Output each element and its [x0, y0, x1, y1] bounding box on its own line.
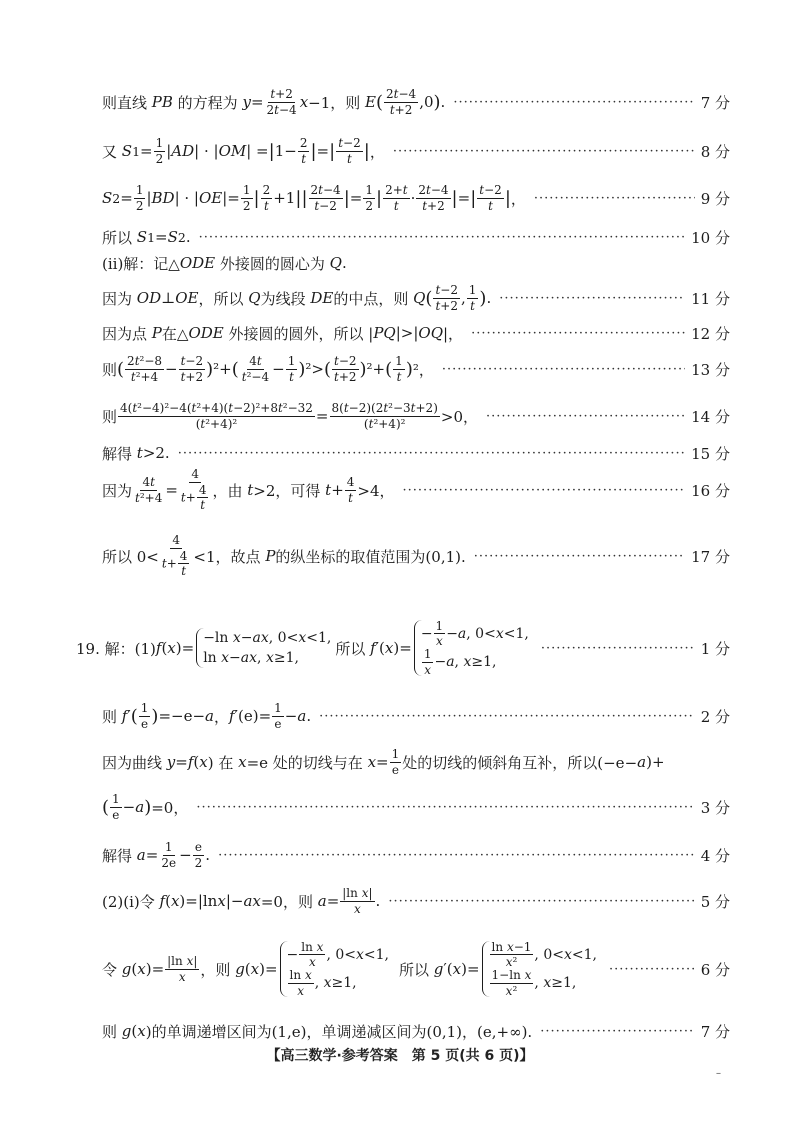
line-math: 19. 解：(1) f ( x )= −ln x−ax, 0<x<1, ln x−ax, x≥1, 所以 f ′( x )= − $\frac{1}{x}$ −a, 0<x<1, $\frac{1}{x}$ −a, x≥1, — [76, 618, 529, 677]
score-label: 14 分 — [691, 407, 730, 426]
solution-line — [102, 935, 730, 1003]
score-label: 11 分 — [691, 289, 730, 308]
line-math: 又 S 1 = 1 2 | AD | · | OM | = | 1− 2 t | = | t−2 t | ， — [102, 135, 385, 166]
solution-line — [102, 787, 730, 827]
solution-line — [102, 243, 730, 283]
score-label: 16 分 — [691, 481, 730, 500]
score-label: 12 分 — [691, 324, 730, 343]
corner-mark: – — [716, 1068, 721, 1079]
score-label: 15 分 — [691, 444, 730, 463]
line-math: 所以 0< 4 t+ $\frac{4}{t}$ <1，故点 P 的纵坐标的取值范围为(0,1). — [102, 533, 466, 579]
line-math: (2)(ⅰ)令 f ( x )=|ln x |− ax =0，则 a = |ln x| x . — [102, 885, 381, 916]
score-label: 13 分 — [691, 360, 730, 379]
score-label: 7 分 — [700, 93, 730, 112]
score-label: 5 分 — [700, 892, 730, 911]
solution-line — [102, 467, 730, 513]
line-math: (ⅱ)解：记△ ODE 外接圆的圆心为 Q . — [102, 254, 347, 273]
line-math: ( 1 e − a ) =0， — [102, 791, 189, 822]
solution-line — [102, 835, 730, 875]
line-math: 则 ( 2t²−8 t²+4 − t−2 t+2 ) ²+ ( 4t t²−4 − 1 t ) ²> ( t−2 t+2 ) ²+ ( 1 t ) ²， — [102, 353, 434, 384]
line-math: 因为曲线 y = f ( x ) 在 x =e 处的切线与在 x = 1 e 处的切线的倾斜角互补，所以(−e− a )+ — [102, 746, 665, 777]
score-label: 17 分 — [691, 547, 730, 566]
solution-line — [102, 742, 730, 782]
line-math: 则 f ′ ( 1 e ) =−e− a ， f ′(e)= 1 e − a . — [102, 700, 312, 731]
line-math: 所以 S 1 = S 2 . — [102, 228, 191, 247]
line-math: 则 4(t²−4)²−4(t²+4)(t−2)²+8t²−32 (t²+4)² = 8(t−2)(2t²−3t+2) (t²+4)² >0， — [102, 400, 478, 431]
score-label: 6 分 — [700, 960, 730, 979]
line-math: 因为 4t t²+4 = 4 t+ $\frac{4}{t}$ ，由 t >2，可得 t + 4 t >4， — [102, 467, 395, 513]
line-math: 因为点 P 在△ ODE 外接圆的圆外，所以 | PQ |>| OQ |， — [102, 324, 464, 343]
solution-line — [102, 881, 730, 921]
solution-line — [76, 620, 730, 676]
score-label: 9 分 — [700, 189, 730, 208]
score-label: 7 分 — [700, 1022, 730, 1041]
solution-line — [102, 313, 730, 353]
score-label: 2 分 — [700, 707, 730, 726]
solution-line — [102, 349, 730, 389]
solution-line — [102, 696, 730, 736]
solution-line — [102, 278, 730, 318]
score-label: 8 分 — [700, 142, 730, 161]
score-label: 3 分 — [700, 798, 730, 817]
line-math: 解得 t >2. — [102, 444, 170, 463]
score-label: 1 分 — [700, 639, 730, 658]
line-math: 则 g ( x )的单调递增区间为(1,e)，单调递减区间为(0,1)，(e,+∞). — [102, 1022, 533, 1041]
score-label: 10 分 — [691, 228, 730, 247]
line-math: 解得 a = 1 2e − e 2 . — [102, 839, 211, 870]
line-math: 则直线 PB 的方程为 y = t+2 2t−4 x −1，则 E ( 2t−4 t+2 ,0 ) . — [102, 86, 446, 117]
line-math: S 2 = 1 2 | BD | · | OE |= 1 2 | 2 t +1 | | 2t−4 t−2 | = 1 2 | 2+t t · 2t−4 t+2 | = | t−2 t | ， — [102, 182, 526, 213]
solution-line — [102, 533, 730, 579]
line-math: 令 g ( x )= |ln x| x ，则 g ( x )= − $\frac{\text{ln x}}{x}$ , 0<x<1, $\frac{\text{ln x}}{x}$ , x≥1, 所以 g ′( x )= $\frac{\text{ln x−1}}{\text{x²}}$ , 0<x<1, $\frac{\text{1−ln x}}{\text{x²}}$ , x≥1, — [102, 939, 597, 998]
score-label: 4 分 — [700, 846, 730, 865]
solution-line — [102, 82, 730, 122]
page-footer: 【高三数学·参考答案 第 5 页(共 6 页)】 — [266, 1048, 534, 1064]
line-math: 因为 OD ⊥ OE ，所以 Q 为线段 DE 的中点，则 Q ( t−2 t+2 , 1 t ) . — [102, 282, 492, 313]
solution-line — [102, 131, 730, 171]
solution-line — [102, 178, 730, 218]
solution-line — [102, 396, 730, 436]
